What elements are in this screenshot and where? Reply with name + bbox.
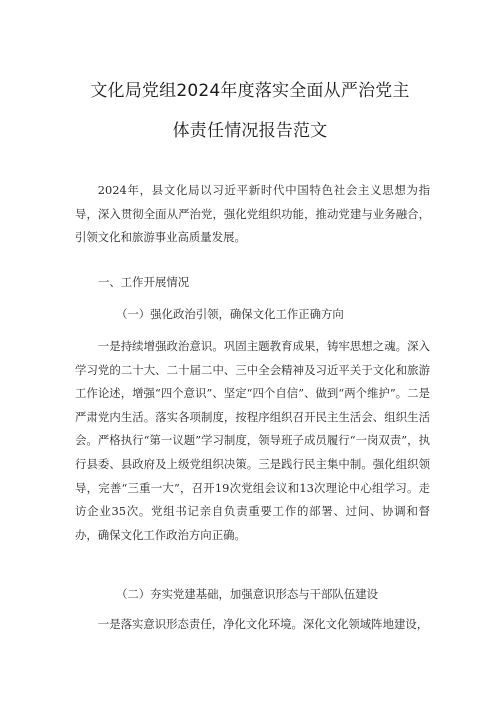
section-1-heading: 一、工作开展情况 (98, 275, 190, 289)
subsection-1-body: 一是持续增强政治意识。巩固主题教育成果，铸牢思想之魂。深入学习党的二十大、二十届二中、三中全会精神及习近平关于文化和旅游工作论述，增强“四个意识”、坚定“四个自信”、做到“两个维护”。二是严肃党内生活。落实各项制度，按程序组织召开民主生活会、组织生活会。严格执行“第一议题”学习制度，领导班子成员履行“一岗双责”，执行县委、县政府及上级党组织决策。三是践行民主集中制。强化组织领导，完善“三重一大”，召开19次党组会议和13次理论中心组学习。走访企业35次。党组书记亲自负责重要工作的部署、过问、协调和督办，确保文化工作政治方向正确。 (75, 339, 430, 542)
subsection-2-heading: （二）夯实党建基础，加强意识形态与干部队伍建设 (116, 587, 378, 601)
subsection-1-heading: （一）强化政治引领，确保文化工作正确方向 (116, 307, 344, 321)
document-title-line-2: 体责任情况报告范文 (172, 121, 328, 141)
intro-paragraph: 2024年，县文化局以习近平新时代中国特色社会主义思想为指导，深入贯彻全面从严治党，强化党组织功能，推动党建与业务融合，引领文化和旅游事业高质量发展。 (75, 183, 430, 245)
document-title-line-1: 文化局党组2024年度落实全面从严治党主 (90, 81, 410, 101)
subsection-2-body: 一是落实意识形态责任，净化文化环境。深化文化领域阵地建设， (97, 617, 429, 631)
